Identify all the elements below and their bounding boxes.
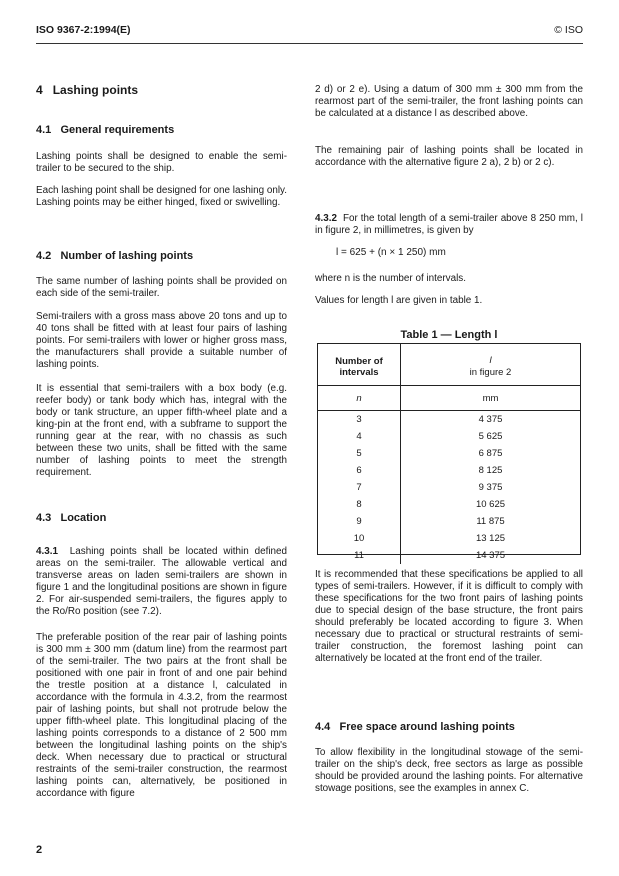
section-4-heading [36,84,287,96]
paragraph: where n is the number of intervals. [315,273,466,284]
table-row [318,411,580,429]
column-header-length [401,344,581,386]
table-row [318,428,580,445]
cell-length: 11 875 [401,513,581,530]
cell-length: 14 375 [401,547,581,564]
paragraph: Values for length l are given in table 1. [315,295,483,306]
table-row [318,496,580,513]
clause-text: Lashing points shall be located within defined areas on the semi-trailer. The allowable vertical and transverse areas on laden semi-trailers are shown in figure 1 and the longitudinal positions are shown in figure 2. For air-suspended semi-trailers, the figures apply to the Ro/Ro position (see 7.2). [36,546,287,617]
unit-n: n [318,386,401,411]
cell-length: 9 375 [401,479,581,496]
cell-n: 3 [356,414,362,425]
header-rule [36,43,583,44]
section-number: 4.4 [315,721,331,733]
section-title: Number of lashing points [60,250,194,262]
table-row [318,479,580,496]
length-reference: in figure 2 [469,367,512,378]
cell-n: 7 [356,482,362,493]
table-row [318,530,580,547]
cell-n: 9 [356,516,362,527]
clause-text: For the total length of a semi-trailer above 8 250 mm, l in figure 2, in millimetres, is given by [315,213,583,236]
standard-number: ISO 9367-2:1994(E) [36,24,131,36]
paragraph: The same number of lashing points shall be provided on each side of the semi-trailer. [36,276,287,299]
paragraph: It is recommended that these specifications be applied to all types of semi-trailers. However, if it is difficult to comply with these specifications for the two front pairs of lashing points due to special design of the base structure, the front pairs should preferably be located according to figure 3. When necessary due to practical or structural restraints of semi-trailer construction, the foremost lashing point can alternatively be located at the front end of the trailer. [315,569,583,664]
paragraph: The preferable position of the rear pair of lashing points is 300 mm ± 300 mm (datum line) from the rearmost part of the semi-trailer. The two pairs at the front shall be positioned with one pair in front of and one pair behind the trestle position at a distance l, calculated in accordance with the formula in 4.3.2, from the rearmost pair of lashing points, but shall not protrude below the upper fifth-wheel plate. This longitudinal placing of the lashing points corresponds to a distance of 2 500 mm between the longitudinal lashing points on the ship's deck. When necessary due to practical or structural restraints of the semi-trailer construction, the rearmost lashing points can, alternatively, be positioned in accordance with figure [36,632,287,799]
table-row [318,547,580,564]
cell-length: 6 875 [401,445,581,462]
cell-n: 11 [354,550,364,561]
table-caption: Table 1 — Length l [400,329,498,341]
section-4-1-heading [36,124,287,136]
length-table [317,343,581,561]
column-header-intervals: Number of intervals [318,344,401,386]
paragraph-4-3-2 [315,213,583,237]
copyright-mark: © ISO [554,24,583,36]
section-4-4-heading [315,721,583,733]
section-4-3-heading [36,512,287,524]
table-row [318,462,580,479]
paragraph: To allow flexibility in the longitudinal stowage of the semi-trailer on the ship's deck, free sectors as large as possible should be provided around the lashing points. For alternative stowage positions, see the examples in annex C. [315,747,583,794]
paragraph: 2 d) or 2 e). Using a datum of 300 mm ± 300 mm from the rearmost part of the semi-trailer, the front lashing points can be calculated at a distance l as described above. [315,84,583,119]
table-row [318,513,580,530]
cell-n: 10 [353,533,365,544]
unit-mm: mm [401,386,581,411]
clause-number: 4.3.1 [36,546,58,557]
cell-n: 4 [356,431,362,442]
paragraph: It is essential that semi-trailers with a box body (e.g. reefer body) or tank body which has, integral with the body or tank structure, an upper fifth-wheel plate and a king-pin at the front end, with a subframe to support the running gear at the rear, with no chassis as such between these two units, shall be fitted with the same number of lashing points to meet the strength requirement. [36,383,287,478]
paragraph-4-3-1 [36,546,287,618]
cell-n: 5 [356,448,362,459]
cell-n: 8 [356,499,362,510]
length-formula: l = 625 + (n × 1 250) mm [336,247,446,258]
paragraph: The remaining pair of lashing points shall be located in accordance with the alternative figure 2 a), 2 b) or 2 c). [315,145,583,168]
section-number: 4.2 [36,250,52,262]
cell-length: 5 625 [401,428,581,445]
section-number: 4.1 [36,124,52,136]
section-title: General requirements [60,124,175,136]
length-symbol: l [489,355,492,366]
section-title: Location [60,512,107,524]
table-body [318,411,580,565]
section-number: 4.3 [36,512,52,524]
page-number: 2 [36,844,43,856]
section-number: 4 [36,83,43,97]
cell-length: 13 125 [401,530,581,547]
section-title: Lashing points [52,83,139,97]
paragraph: Each lashing point shall be designed for one lashing only. Lashing points may be either hinged, fixed or swivelling. [36,185,287,208]
cell-length: 8 125 [401,462,581,479]
section-title: Free space around lashing points [339,721,515,733]
cell-length: 10 625 [401,496,581,513]
cell-length: 4 375 [401,411,581,429]
section-4-2-heading [36,250,287,262]
paragraph: Semi-trailers with a gross mass above 20 tons and up to 40 tons shall be fitted with at least four pairs of lashing points. For semi-trailers with lower or higher gross mass, the manufacturers shall provide a suitable number of lashing points. [36,311,287,370]
table-row [318,445,580,462]
clause-number: 4.3.2 [315,213,337,224]
cell-n: 6 [356,465,362,476]
paragraph: Lashing points shall be designed to enable the semi-trailer to be secured to the ship. [36,151,287,174]
